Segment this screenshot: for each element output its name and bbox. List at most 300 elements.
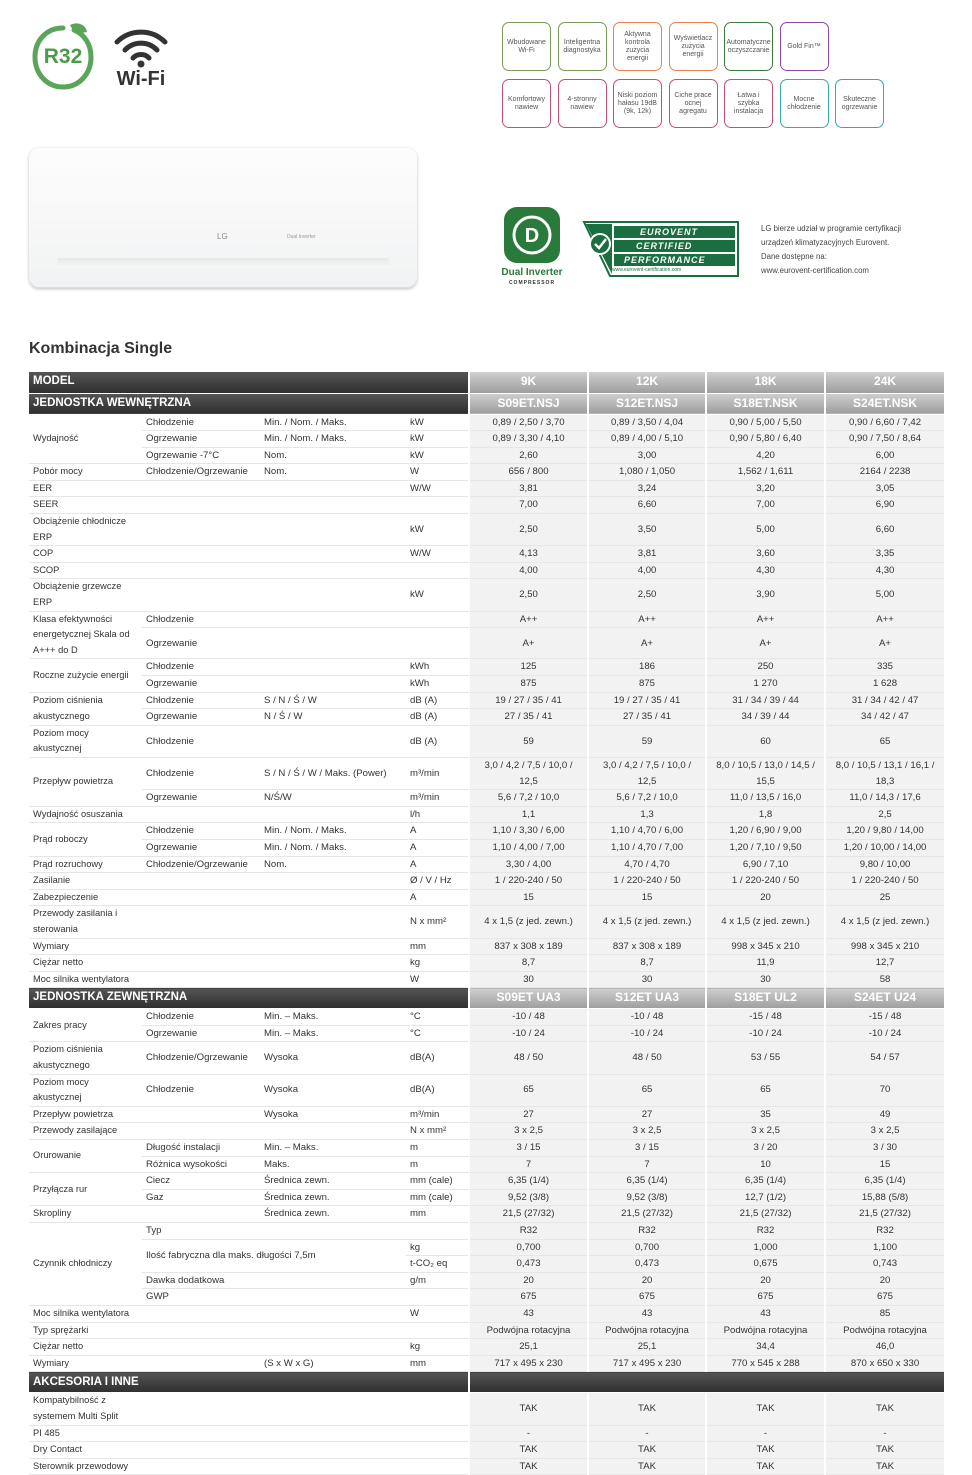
value-cell: 0,700 [469, 1239, 588, 1256]
table-row [29, 1425, 944, 1442]
value-cell: 870 x 650 x 330 [825, 1355, 944, 1372]
table-row [29, 955, 944, 972]
table-row [29, 839, 944, 856]
value-cell: 6,60 [825, 514, 944, 546]
value-cell: 1,10 / 4,70 / 7,00 [588, 839, 706, 856]
value-cell: 34 / 42 / 47 [825, 709, 944, 726]
value-cell: 717 x 495 x 230 [588, 1355, 706, 1372]
row-qualifier [260, 971, 406, 988]
value-cell: A++ [469, 611, 588, 628]
column-header: S18ET.NSK [706, 393, 825, 414]
value-cell: R32 [588, 1223, 706, 1240]
value-cell: 717 x 495 x 230 [469, 1355, 588, 1372]
value-cell: 25,1 [469, 1339, 588, 1356]
value-cell: 675 [706, 1289, 825, 1306]
column-header: S12ET UA3 [588, 988, 706, 1009]
row-qualifier: Min. / Nom. / Maks. [260, 823, 406, 840]
table-row [29, 938, 944, 955]
row-unit: °C [406, 1009, 469, 1026]
table-row [29, 725, 944, 757]
value-cell: 0,700 [588, 1239, 706, 1256]
value-cell: 6,35 (1/4) [588, 1173, 706, 1190]
row-unit: kW [406, 579, 469, 611]
row-sublabel [142, 938, 260, 955]
value-cell: 8,0 / 10,5 / 13,1 / 16,1 / 18,3 [825, 757, 944, 789]
row-label: Ciężar netto [29, 1339, 142, 1356]
value-cell: 25,1 [588, 1339, 706, 1356]
value-cell: TAK [825, 1442, 944, 1459]
value-cell: 0,89 / 4,00 / 5,10 [588, 431, 706, 448]
table-row [29, 628, 944, 659]
eurovent-url: www.eurovent-certification.com [612, 267, 682, 273]
eurovent-line2: CERTIFIED [636, 241, 693, 251]
row-unit [406, 562, 469, 579]
row-unit: Ø / V / Hz [406, 873, 469, 890]
value-cell: 3 x 2,5 [469, 1123, 588, 1140]
row-sublabel: Chłodzenie [142, 414, 260, 431]
value-cell: 0,473 [469, 1256, 588, 1273]
table-row [29, 497, 944, 514]
row-unit: kW [406, 447, 469, 464]
note-line: LG bierze udział w programie certyfikacji [761, 224, 901, 233]
row-qualifier: S / N / Ś / W [260, 692, 406, 709]
value-cell: 1,080 / 1,050 [588, 464, 706, 481]
row-unit: dB (A) [406, 709, 469, 726]
row-qualifier [260, 1305, 406, 1322]
unit-brand-logo: LG [217, 232, 228, 241]
value-cell: 1 628 [825, 676, 944, 693]
row-unit: kg [406, 955, 469, 972]
value-cell: TAK [469, 1442, 588, 1459]
value-cell: 4 x 1,5 (z jed. zewn.) [469, 906, 588, 938]
row-sublabel [142, 955, 260, 972]
value-cell: 15 [588, 889, 706, 906]
section-header [29, 988, 944, 1009]
row-unit: mm [406, 1355, 469, 1372]
value-cell: A+ [469, 628, 588, 659]
row-sublabel: Ciecz [142, 1173, 260, 1190]
value-cell: A+ [588, 628, 706, 659]
value-cell: 46,0 [825, 1339, 944, 1356]
row-unit: m³/min [406, 757, 469, 789]
value-cell: R32 [469, 1223, 588, 1240]
value-cell: 3,00 [588, 447, 706, 464]
value-cell: 6,35 (1/4) [825, 1173, 944, 1190]
value-cell: 0,89 / 3,50 / 4,04 [588, 414, 706, 431]
value-cell: -15 / 48 [706, 1009, 825, 1026]
row-label: Przewody zasilające [29, 1123, 142, 1140]
row-sublabel: Chłodzenie [142, 757, 260, 789]
value-cell: 1,20 / 7,10 / 9,50 [706, 839, 825, 856]
value-cell: 59 [469, 725, 588, 757]
row-sublabel: Gaz [142, 1189, 260, 1206]
row-qualifier [260, 873, 406, 890]
value-cell: 1,20 / 6,90 / 9,00 [706, 823, 825, 840]
row-unit [406, 1223, 469, 1240]
value-cell: 250 [706, 659, 825, 676]
value-cell: 85 [825, 1305, 944, 1322]
row-sublabel [142, 906, 260, 938]
value-cell: 21,5 (27/32) [706, 1206, 825, 1223]
value-cell: 34,4 [706, 1339, 825, 1356]
row-unit: m [406, 1156, 469, 1173]
row-qualifier [260, 611, 406, 628]
value-cell: 3 / 20 [706, 1140, 825, 1157]
feature-icon: Wbudowane Wi-Fi [502, 22, 551, 71]
table-row [29, 1009, 944, 1026]
row-unit: A [406, 839, 469, 856]
value-cell: 3 x 2,5 [588, 1123, 706, 1140]
table-row [29, 1123, 944, 1140]
wifi-label: Wi-Fi [116, 68, 166, 90]
value-cell: 35 [706, 1106, 825, 1123]
table-row [29, 1042, 944, 1074]
value-cell: 20 [469, 1272, 588, 1289]
row-label: Wydajność [29, 414, 142, 464]
value-cell: TAK [825, 1393, 944, 1425]
value-cell: 15 [469, 889, 588, 906]
table-row [29, 1339, 944, 1356]
value-cell: 656 / 800 [469, 464, 588, 481]
row-qualifier: Wysoka [260, 1074, 406, 1106]
row-sublabel [142, 889, 260, 906]
feature-icon: Łatwa i szybka instalacja [724, 79, 773, 128]
row-label: Skropliny [29, 1206, 142, 1223]
value-cell: 1,10 / 4,70 / 6,00 [588, 823, 706, 840]
value-cell: 4,20 [706, 447, 825, 464]
value-cell: 9,52 (3/8) [588, 1189, 706, 1206]
row-label: Kompatybilność z systemem Multi Split [29, 1393, 142, 1425]
value-cell: -15 / 48 [825, 1009, 944, 1026]
row-unit: kg [406, 1339, 469, 1356]
row-qualifier: Nom. [260, 464, 406, 481]
table-row [29, 1458, 944, 1475]
value-cell: 31 / 34 / 42 / 47 [825, 692, 944, 709]
row-sublabel [142, 873, 260, 890]
row-qualifier: Nom. [260, 447, 406, 464]
value-cell: 21,5 (27/32) [825, 1206, 944, 1223]
row-label: Ciężar netto [29, 955, 142, 972]
value-cell: A+ [825, 628, 944, 659]
row-sublabel [142, 546, 260, 563]
row-qualifier: Wysoka [260, 1042, 406, 1074]
value-cell: 48 / 50 [588, 1042, 706, 1074]
row-qualifier: N/Ś/W [260, 790, 406, 807]
value-cell: 48 / 50 [469, 1042, 588, 1074]
value-cell: 4,00 [588, 562, 706, 579]
eurovent-line1: EUROVENT [640, 227, 699, 237]
value-cell: 125 [469, 659, 588, 676]
row-qualifier [260, 1442, 406, 1459]
value-cell: TAK [469, 1458, 588, 1475]
row-unit [406, 1458, 469, 1475]
row-unit: t-CO₂ eq [406, 1256, 469, 1273]
row-unit: A [406, 856, 469, 873]
row-unit: dB(A) [406, 1042, 469, 1074]
value-cell: 70 [825, 1074, 944, 1106]
row-qualifier [260, 889, 406, 906]
row-qualifier: N / Ś / W [260, 709, 406, 726]
row-sublabel [142, 562, 260, 579]
section-header [29, 1372, 944, 1393]
value-cell: 5,00 [825, 579, 944, 611]
table-row [29, 757, 944, 789]
section-header-label: MODEL [29, 372, 469, 393]
value-cell: 1,10 / 3,30 / 6,00 [469, 823, 588, 840]
row-qualifier [260, 546, 406, 563]
value-cell: 2164 / 2238 [825, 464, 944, 481]
note-line: Dane dostępne na: [761, 252, 827, 261]
value-cell: 4 x 1,5 (z jed. zewn.) [588, 906, 706, 938]
row-sublabel: Chłodzenie [142, 1009, 260, 1026]
value-cell: 12,7 (1/2) [706, 1189, 825, 1206]
value-cell: 0,90 / 5,00 / 5,50 [706, 414, 825, 431]
section-header [29, 393, 944, 414]
row-sublabel: Chłodzenie [142, 611, 260, 628]
dual-inverter-logo [495, 205, 569, 291]
value-cell: 6,60 [588, 497, 706, 514]
row-sublabel: Ogrzewanie [142, 839, 260, 856]
value-cell: - [469, 1425, 588, 1442]
wifi-logo [112, 28, 170, 90]
value-cell: 1,20 / 9,80 / 14,00 [825, 823, 944, 840]
row-sublabel [142, 1206, 260, 1223]
value-cell: 27 [588, 1106, 706, 1123]
value-cell: 1,20 / 10,00 / 14,00 [825, 839, 944, 856]
row-label: Sterownik przewodowy [29, 1458, 142, 1475]
value-cell: 0,89 / 2,50 / 3,70 [469, 414, 588, 431]
value-cell: 837 x 308 x 189 [469, 938, 588, 955]
value-cell: 998 x 345 x 210 [706, 938, 825, 955]
row-unit: W [406, 971, 469, 988]
row-sublabel [142, 497, 260, 514]
row-label: Poziom ciśnienia akustycznego [29, 692, 142, 725]
value-cell: 3,24 [588, 480, 706, 497]
value-cell: 3,81 [588, 546, 706, 563]
table-row [29, 611, 944, 628]
value-cell: - [825, 1425, 944, 1442]
unit-badge: Dual Inverter [287, 234, 316, 240]
row-unit: kW [406, 431, 469, 448]
value-cell: 6,90 / 7,10 [706, 856, 825, 873]
row-label: Zabezpieczenie [29, 889, 142, 906]
row-qualifier [260, 1393, 406, 1425]
value-cell: 6,00 [825, 447, 944, 464]
row-label: Przewody zasilania i sterowania [29, 906, 142, 938]
value-cell: TAK [469, 1393, 588, 1425]
value-cell: 21,5 (27/32) [588, 1206, 706, 1223]
table-row [29, 1442, 944, 1459]
value-cell: 43 [588, 1305, 706, 1322]
section-header-label: AKCESORIA I INNE [29, 1372, 469, 1393]
feature-icon: Wyświetlacz zużycia energii [669, 22, 718, 71]
row-label: Przyłącza rur [29, 1173, 142, 1206]
table-row [29, 1173, 944, 1190]
row-qualifier [260, 628, 406, 659]
indoor-unit-image [29, 148, 417, 288]
feature-icon: Skuteczne ogrzewanie [835, 79, 884, 128]
value-cell: 1,3 [588, 806, 706, 823]
value-cell: -10 / 48 [588, 1009, 706, 1026]
table-row [29, 1106, 944, 1123]
r32-label: R32 [43, 45, 83, 68]
table-row [29, 1239, 944, 1256]
column-header: S12ET.NSJ [588, 393, 706, 414]
row-unit [406, 628, 469, 659]
row-qualifier: Maks. [260, 1156, 406, 1173]
row-label: Roczne zużycie energii [29, 659, 142, 692]
value-cell: Podwójna rotacyjna [588, 1322, 706, 1339]
row-sublabel [142, 1442, 260, 1459]
row-sublabel: Chłodzenie/Ogrzewanie [142, 1042, 260, 1074]
column-header: S24ET U24 [825, 988, 944, 1009]
row-label: Moc silnika wentylatora [29, 1305, 142, 1322]
value-cell: 1 270 [706, 676, 825, 693]
table-row [29, 692, 944, 709]
row-sublabel: Dawka dodatkowa [142, 1272, 260, 1289]
row-sublabel [142, 1322, 260, 1339]
table-row [29, 514, 944, 546]
row-label: Obciążenie chłodnicze ERP [29, 514, 142, 546]
value-cell: 1,562 / 1,611 [706, 464, 825, 481]
table-row [29, 906, 944, 938]
value-cell: 1 / 220-240 / 50 [588, 873, 706, 890]
value-cell: 6,35 (1/4) [469, 1173, 588, 1190]
value-cell: 30 [469, 971, 588, 988]
table-row [29, 971, 944, 988]
row-qualifier [260, 1458, 406, 1475]
row-unit: mm [406, 1206, 469, 1223]
row-label: Prąd roboczy [29, 823, 142, 856]
value-cell: 5,6 / 7,2 / 10,0 [469, 790, 588, 807]
row-unit: m³/min [406, 790, 469, 807]
value-cell: 31 / 34 / 39 / 44 [706, 692, 825, 709]
row-unit: W [406, 1305, 469, 1322]
value-cell: 20 [588, 1272, 706, 1289]
row-unit: A [406, 889, 469, 906]
value-cell: 3,60 [706, 546, 825, 563]
value-cell: 4,30 [825, 562, 944, 579]
row-label: Typ sprężarki [29, 1322, 142, 1339]
value-cell: - [588, 1425, 706, 1442]
row-label: Obciążenie grzewcze ERP [29, 579, 142, 611]
value-cell: - [706, 1425, 825, 1442]
table-row [29, 1322, 944, 1339]
table-row [29, 1223, 944, 1240]
row-label: Czynnik chłodniczy [29, 1223, 142, 1306]
row-sublabel: Różnica wysokości [142, 1156, 260, 1173]
table-row [29, 1025, 944, 1042]
svg-text:D: D [524, 225, 540, 247]
row-sublabel [142, 1106, 260, 1123]
value-cell: 998 x 345 x 210 [825, 938, 944, 955]
row-sublabel: Chłodzenie [142, 823, 260, 840]
row-unit: °C [406, 1025, 469, 1042]
certification-note [761, 222, 941, 278]
row-qualifier: Min. / Nom. / Maks. [260, 414, 406, 431]
table-row [29, 414, 944, 431]
row-qualifier [260, 497, 406, 514]
table-row [29, 856, 944, 873]
table-row [29, 464, 944, 481]
row-unit: kW [406, 414, 469, 431]
unit-vent [57, 258, 389, 268]
value-cell: 3,05 [825, 480, 944, 497]
row-qualifier: Min. – Maks. [260, 1025, 406, 1042]
value-cell: R32 [825, 1223, 944, 1240]
table-row [29, 659, 944, 676]
table-row [29, 1206, 944, 1223]
wifi-icon [112, 28, 170, 68]
value-cell: A++ [588, 611, 706, 628]
value-cell: -10 / 48 [469, 1009, 588, 1026]
row-sublabel: Chłodzenie/Ogrzewanie [142, 856, 260, 873]
row-unit: kW [406, 514, 469, 546]
value-cell: 3,81 [469, 480, 588, 497]
value-cell: TAK [588, 1458, 706, 1475]
value-cell: 0,743 [825, 1256, 944, 1273]
value-cell: 3,30 / 4,00 [469, 856, 588, 873]
table-row [29, 823, 944, 840]
row-sublabel [142, 806, 260, 823]
row-qualifier: Min. / Nom. / Maks. [260, 839, 406, 856]
row-qualifier [260, 906, 406, 938]
value-cell: 7 [469, 1156, 588, 1173]
value-cell: 0,675 [706, 1256, 825, 1273]
table-row [29, 562, 944, 579]
value-cell: 3,50 [588, 514, 706, 546]
row-qualifier: Min. / Nom. / Maks. [260, 431, 406, 448]
row-sublabel: Ogrzewanie [142, 1025, 260, 1042]
row-sublabel: Ogrzewanie [142, 431, 260, 448]
value-cell: 2,50 [469, 514, 588, 546]
section-header-label: JEDNOSTKA ZEWNĘTRZNA [29, 988, 469, 1009]
row-unit: kWh [406, 676, 469, 693]
value-cell: 3 / 15 [588, 1140, 706, 1157]
value-cell: 6,90 [825, 497, 944, 514]
value-cell: 8,0 / 10,5 / 13,0 / 14,5 / 15,5 [706, 757, 825, 789]
value-cell: 2,50 [588, 579, 706, 611]
row-label: Pobór mocy [29, 464, 142, 481]
row-qualifier [260, 1289, 406, 1306]
row-qualifier [260, 938, 406, 955]
column-header: 24K [825, 372, 944, 393]
row-unit [406, 1442, 469, 1459]
table-row [29, 1272, 944, 1289]
row-unit [406, 497, 469, 514]
value-cell: A+ [706, 628, 825, 659]
row-label: Dry Contact [29, 1442, 142, 1459]
value-cell: 8,7 [588, 955, 706, 972]
row-qualifier [260, 1223, 406, 1240]
value-cell: 875 [588, 676, 706, 693]
value-cell: 30 [706, 971, 825, 988]
value-cell: Podwójna rotacyjna [469, 1322, 588, 1339]
value-cell: 1,8 [706, 806, 825, 823]
row-label: EER [29, 480, 142, 497]
value-cell: 3,0 / 4,2 / 7,5 / 10,0 / 12,5 [588, 757, 706, 789]
value-cell: -10 / 24 [825, 1025, 944, 1042]
r32-logo [30, 22, 96, 92]
value-cell: 15 [825, 1156, 944, 1173]
value-cell: -10 / 24 [706, 1025, 825, 1042]
row-qualifier: Wysoka [260, 1106, 406, 1123]
row-qualifier [260, 955, 406, 972]
value-cell: TAK [706, 1393, 825, 1425]
row-sublabel: Ilość fabryczna dla maks. długości 7,5m [142, 1239, 406, 1272]
row-label: Wydajność osuszania [29, 806, 142, 823]
value-cell: 27 / 35 / 41 [588, 709, 706, 726]
